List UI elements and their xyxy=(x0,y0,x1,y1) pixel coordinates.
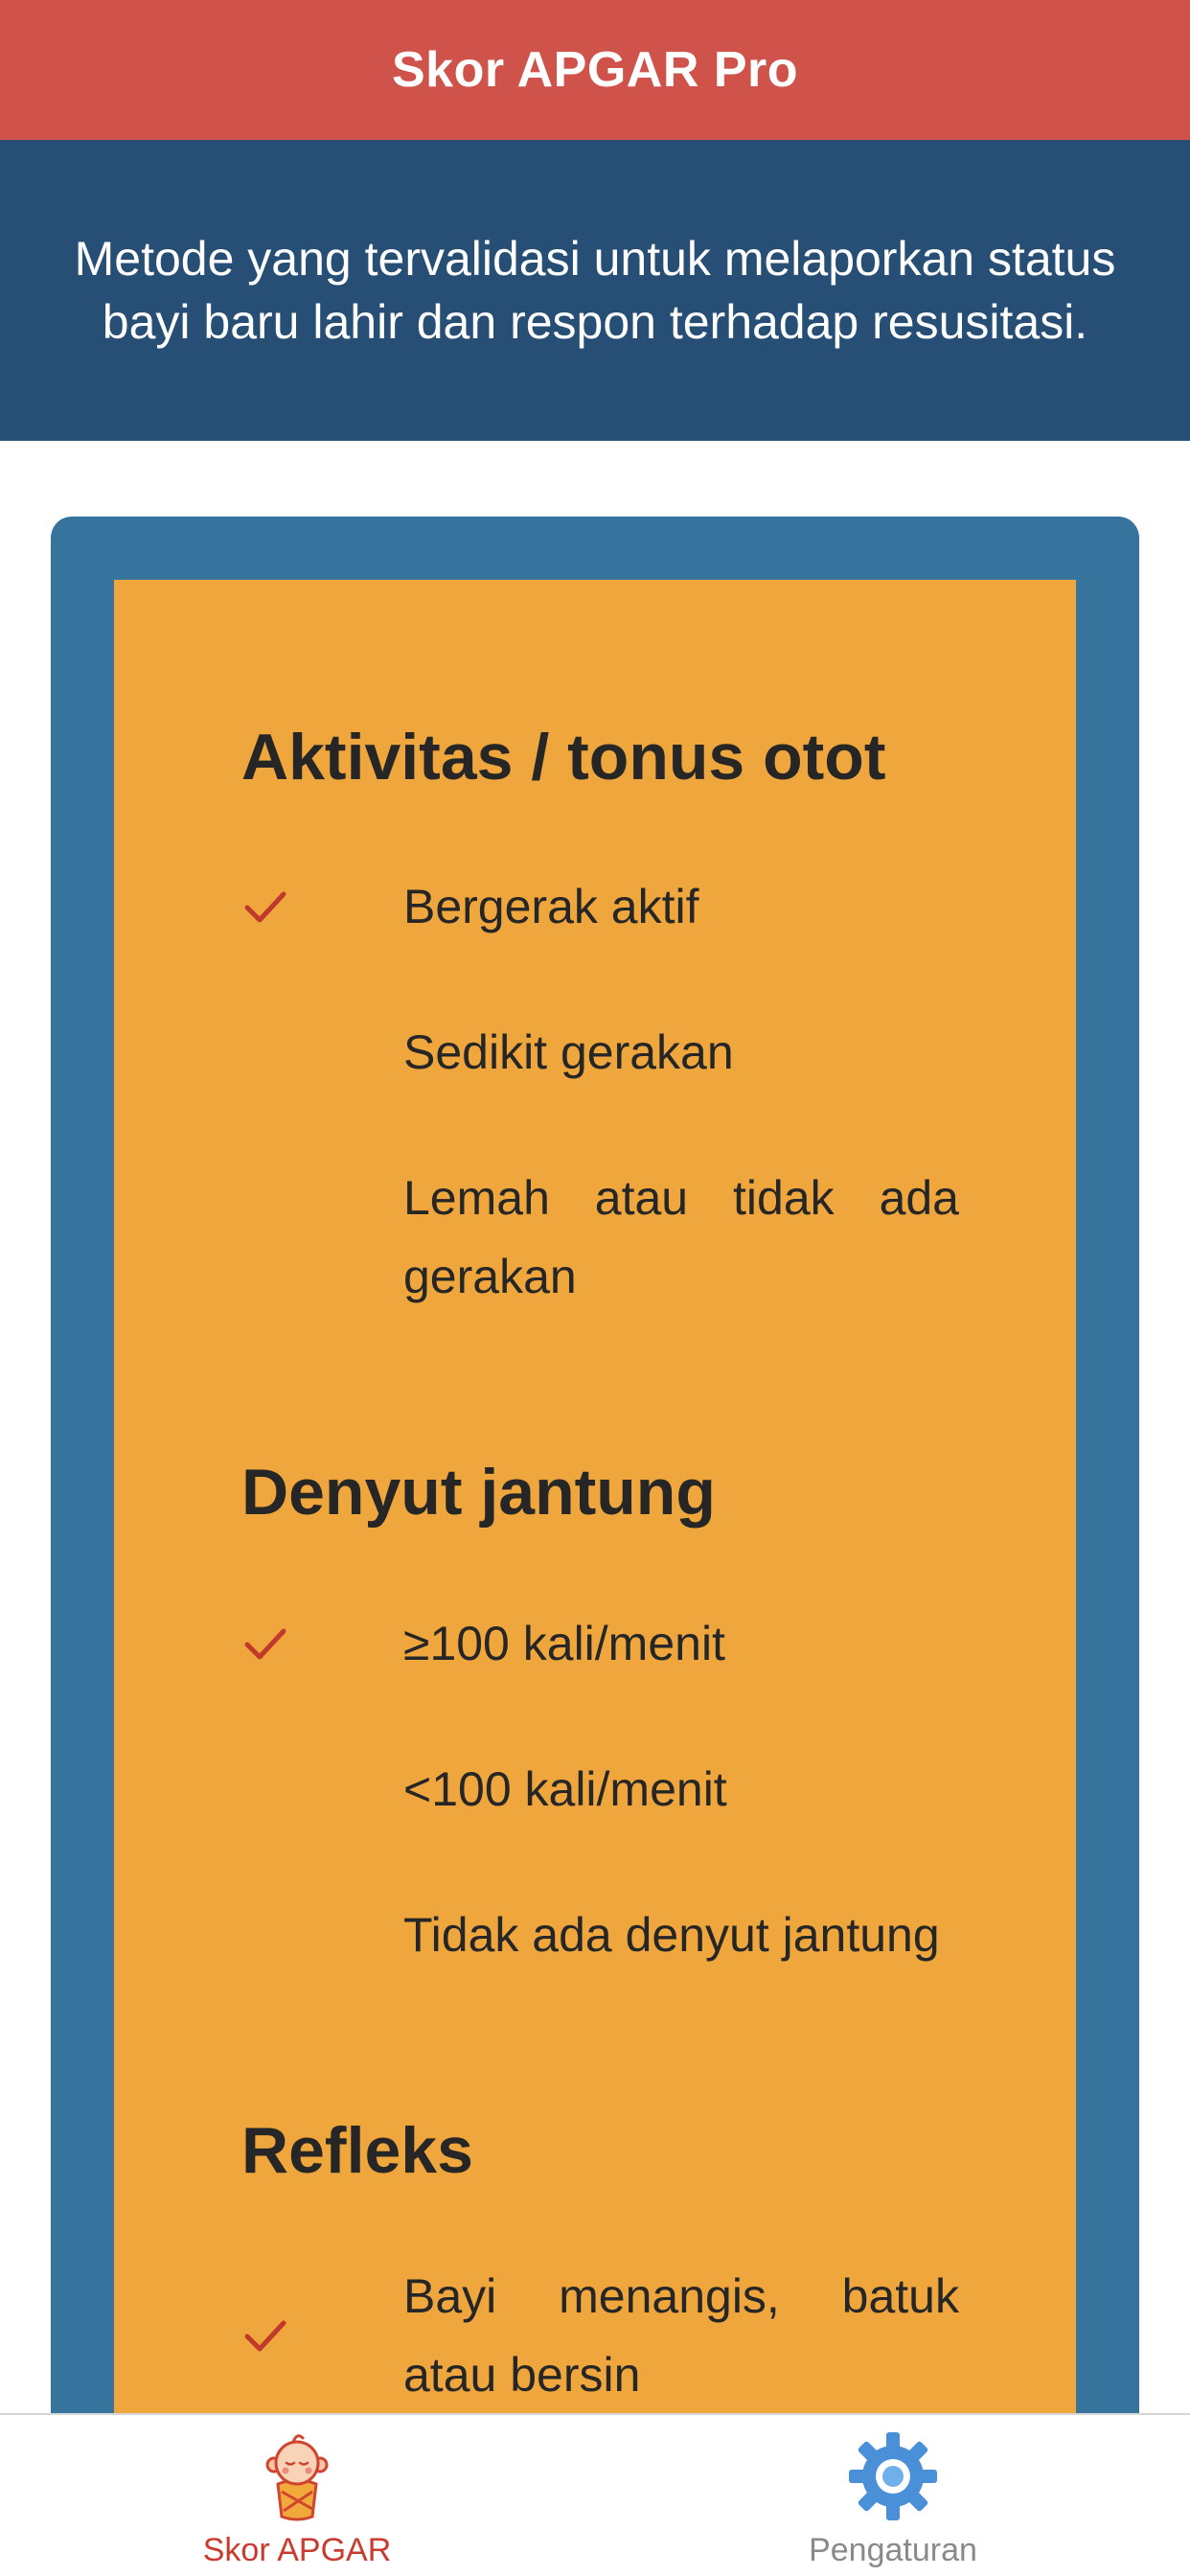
tab-apgar-score[interactable] xyxy=(105,2415,489,2576)
section-title-activity: Aktivitas / tonus otot xyxy=(241,721,886,794)
option-active-movement[interactable] xyxy=(114,867,1076,946)
option-label: ≥100 kali/menit xyxy=(403,1617,725,1670)
tab-label: Skor APGAR xyxy=(202,2532,392,2568)
section-title-heart-rate: Denyut jantung xyxy=(241,1456,716,1529)
option-heart-rate-high[interactable] xyxy=(114,1604,1076,1683)
option-label: Tidak ada denyut jantung xyxy=(403,1908,940,1962)
option-no-heart-rate[interactable] xyxy=(114,1896,1076,1974)
gear-icon xyxy=(845,2428,941,2524)
tab-bar xyxy=(0,2413,1190,2576)
criteria-panel xyxy=(114,580,1076,2576)
app-title: Skor APGAR Pro xyxy=(391,42,799,98)
check-icon xyxy=(241,2312,289,2359)
tab-settings[interactable] xyxy=(701,2415,1085,2576)
option-no-movement[interactable] xyxy=(114,1159,1076,1316)
option-little-movement[interactable] xyxy=(114,1013,1076,1092)
option-label: Sedikit gerakan xyxy=(403,1025,734,1079)
option-label: Bayi menangis, batuk atau bersin xyxy=(403,2269,959,2402)
description-banner xyxy=(0,140,1190,441)
option-crying-reflex[interactable] xyxy=(114,2257,1076,2414)
option-label: Lemah atau tidak ada gerakan xyxy=(403,1171,959,1303)
app-description: Metode yang tervalidasi untuk melaporkan status bayi baru lahir dan respon terhadap resusitasi. xyxy=(74,232,1116,349)
section-title-reflex: Refleks xyxy=(241,2114,473,2187)
check-icon xyxy=(241,883,289,931)
baby-icon xyxy=(249,2428,345,2524)
option-label: Bergerak aktif xyxy=(403,880,699,933)
score-card xyxy=(51,517,1139,2576)
option-label: <100 kali/menit xyxy=(403,1762,727,1816)
tab-label: Pengaturan xyxy=(809,2532,977,2568)
check-icon xyxy=(241,1620,289,1668)
option-heart-rate-low[interactable] xyxy=(114,1750,1076,1828)
navigation-bar xyxy=(0,0,1190,140)
